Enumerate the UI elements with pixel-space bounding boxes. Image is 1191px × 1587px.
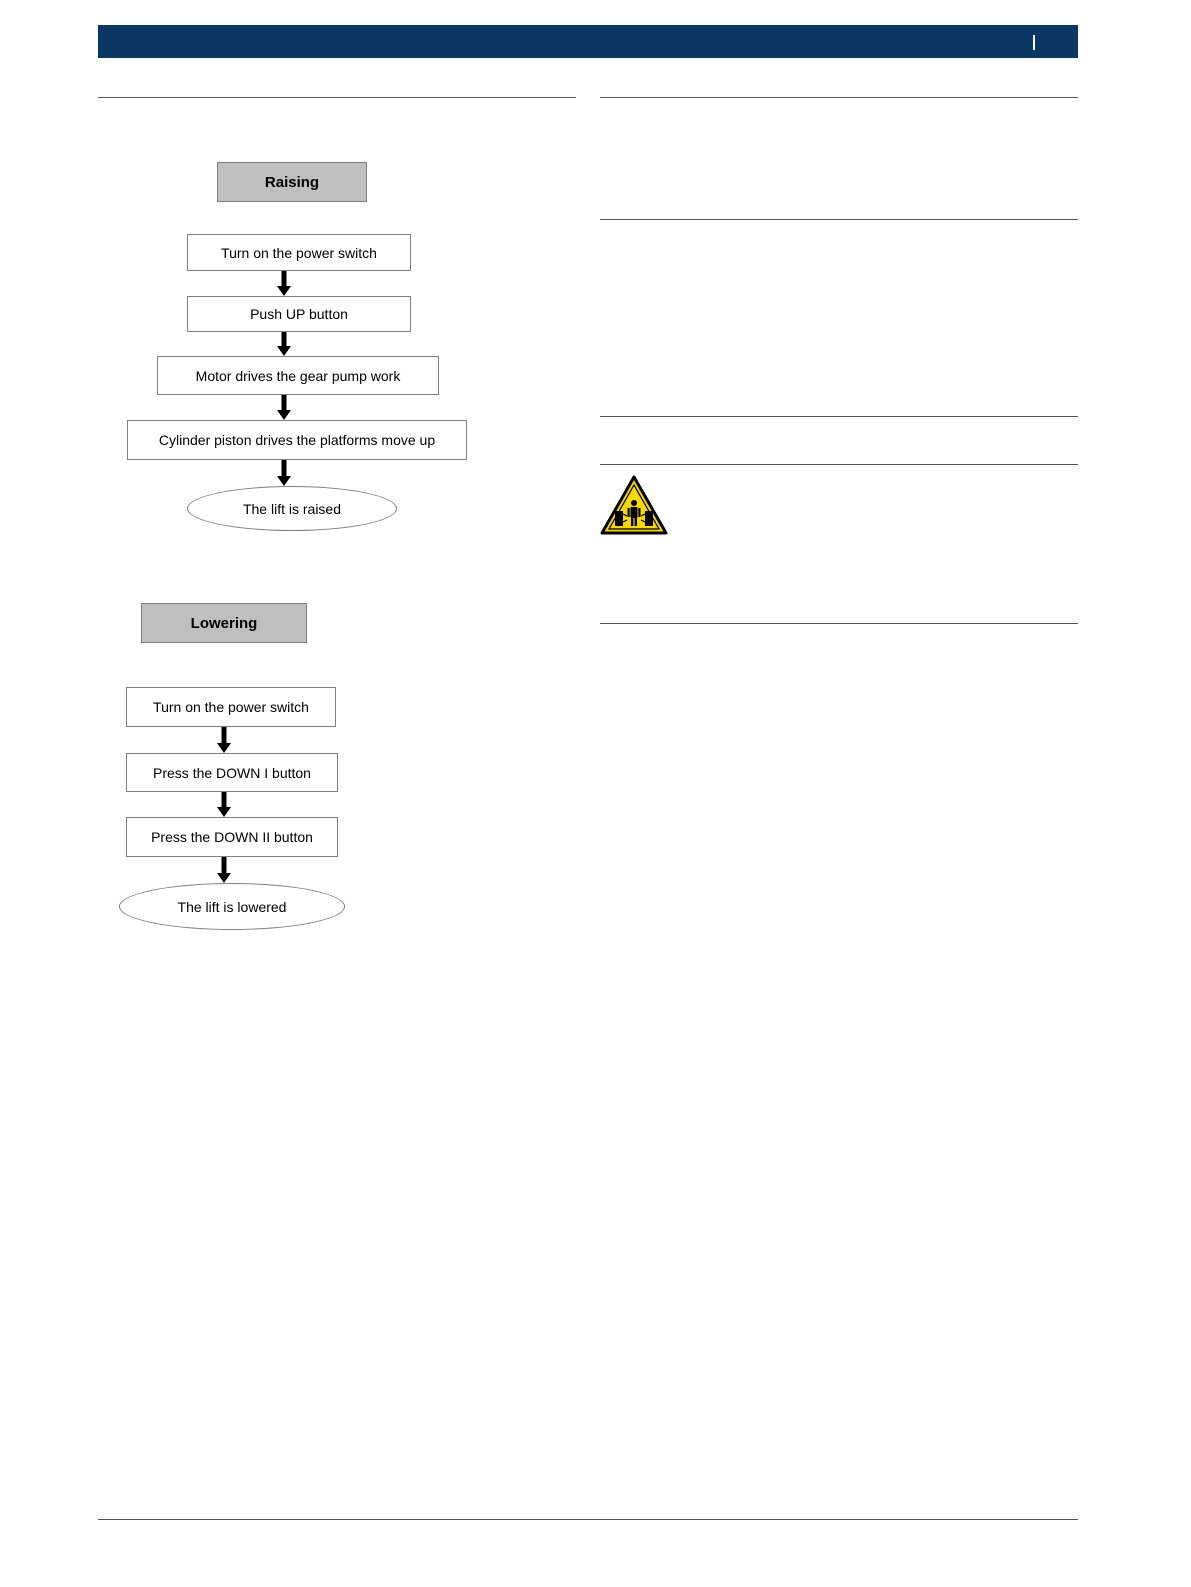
lowering-step-2: Press the DOWN I button <box>126 753 338 792</box>
right-column-rule-5 <box>600 623 1078 624</box>
header-bar <box>98 25 1078 58</box>
down-arrow-icon <box>277 332 291 356</box>
right-column-rule-1 <box>600 97 1078 98</box>
raising-step-2: Push UP button <box>187 296 411 332</box>
lowering-step-1: Turn on the power switch <box>126 687 336 727</box>
down-arrow-icon <box>277 395 291 420</box>
lowering-title: Lowering <box>141 603 307 643</box>
right-column-rule-4 <box>600 464 1078 465</box>
footer-rule <box>98 1519 1078 1520</box>
down-arrow-icon <box>217 857 231 883</box>
lowering-result: The lift is lowered <box>119 883 345 930</box>
raising-step-3: Motor drives the gear pump work <box>157 356 439 395</box>
crush-hazard-warning-icon <box>600 475 668 535</box>
down-arrow-icon <box>277 271 291 296</box>
raising-step-1: Turn on the power switch <box>187 234 411 271</box>
down-arrow-icon <box>217 792 231 817</box>
raising-result: The lift is raised <box>187 486 397 531</box>
lowering-step-3: Press the DOWN II button <box>126 817 338 857</box>
down-arrow-icon <box>277 460 291 486</box>
down-arrow-icon <box>217 727 231 753</box>
header-separator <box>1033 35 1035 50</box>
left-column-rule <box>98 97 576 98</box>
raising-step-4: Cylinder piston drives the platforms move up <box>127 420 467 460</box>
raising-title: Raising <box>217 162 367 202</box>
right-column-rule-3 <box>600 416 1078 417</box>
right-column-rule-2 <box>600 219 1078 220</box>
